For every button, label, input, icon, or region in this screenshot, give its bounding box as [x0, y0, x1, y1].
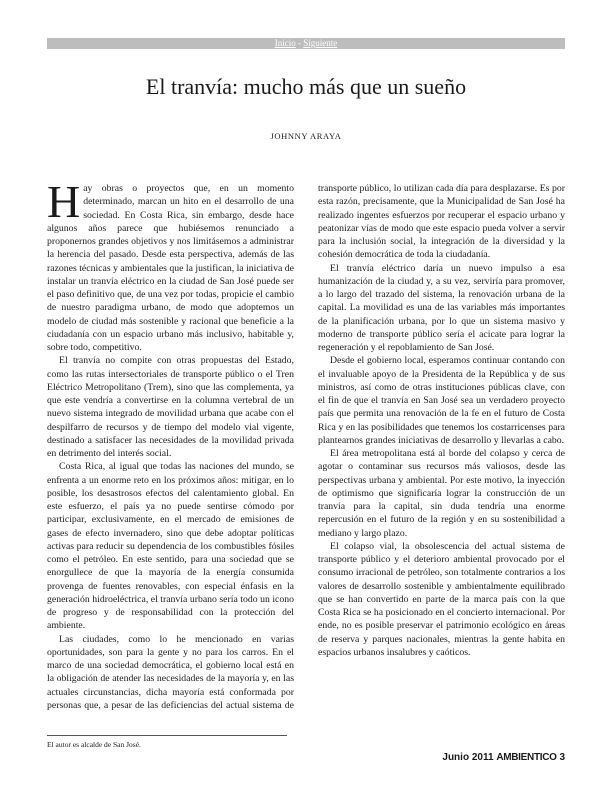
paragraph-1 [47, 176, 294, 354]
magazine-name: AMBIENTICO [496, 752, 557, 763]
issue-date: Junio 2011 [442, 752, 494, 763]
page-number: 3 [559, 752, 565, 763]
paragraph-6: Desde el gobierno local, esperamos continuar contando con el invaluable apoyo de la Presidenta de la República y de sus ministros, así como de otras instituciones públicas clave, con el fin de que el tranvía en San José sea un verdadero proyecto país que permita una renovación de la fe en el futuro de Costa Rica y en las posibilidades que tenemos los costarricenses para plantearnos grandes iniciativas de desarrollo y llevarlas a cabo. [318, 355, 565, 446]
article-title: El tranvía: mucho más que un sueño [145, 74, 467, 99]
article-author: JOHNNY ARAYA [270, 131, 342, 141]
drop-cap: H [47, 176, 81, 227]
paragraph-8: El colapso vial, la obsolescencia del actual sistema de transporte público y el deterioro ambiental provocado por el consumo irracional de petróleo, son totalmente contrarios a los valores de desarrollo sostenible y ambientalmente equilibrado que se han convertido en parte de la marca país con la que Costa Rica se ha posicionado en el concierto internacional. Por ende, no es posible preservar el patrimonio ecológico en áreas de reserva y parques nacionales, mientras la gente habita en espacios urbanos insalubres y caóticos. [318, 540, 565, 658]
paragraph-2: El tranvía no compite con otras propuestas del Estado, como las rutas intersectoriales de transporte público o el Tren Eléctrico Metropolitano (Trem), sino que las complementa, ya que este vendría a convertirse en la columna vertebral de un nuevo sistema integrado de movilidad urbana que acabe con el despilfarro de recursos y de tiempo del modelo vial vigente, destinado a satisfacer las necesidades de la movilidad privada en detrimento del interés social. [47, 355, 294, 459]
paragraph-7: El área metropolitana está al borde del colapso y cerca de agotar o contaminar sus recursos más valiosos, desde las perspectivas urbana y ambiental. Por este motivo, la inyección de optimismo que significaría lograr la construcción de un tranvía para la capital, sin duda tendría una enorme repercusión en el futuro de la región y en su sostenibilidad a mediano y largo plazo. [318, 448, 565, 539]
page-footer [442, 752, 565, 763]
author-footnote: El autor es alcalde de San José. [47, 740, 141, 749]
footnote-divider [47, 735, 287, 736]
siguiente-link[interactable]: Siguiente [303, 38, 338, 48]
nav-separator: - [295, 38, 304, 48]
paragraph-5: El tranvía eléctrico daría un nuevo impulso a esa humanización de la ciudad y, a su vez, serviría para promover, a lo largo del trazado del sistema, la renovación urbana de la capital. La movilidad es una de las variables más importantes de la planificación urbana, por lo que un sistema masivo y moderno de transporte público sería el acicate para lograr la regeneración y el repoblamiento de San José. [318, 262, 565, 353]
inicio-link[interactable]: Inicio [274, 38, 296, 48]
paragraph-1-text: ay obras o proyectos que, en un momento determinado, marcan un hito en el desarrollo de una sociedad. En Costa Rica, sin embargo, desde hace algunos años parece que hubiésemos renunciado a proponernos grandes objetivos y nos limitásemos a administrar la herencia del pasado. Desde esta perspectiva, además de las razones técnicas y ambientales que la justifican, la iniciativa de instalar un tranvía eléctrico en la ciudad de San José puede ser el paso definitivo que, de una vez por todas, propicie el cambio de nuestro paradigma urbano, de modo que adoptemos un modelo de ciudad más sostenible y racional que beneficie a la ciudadanía con un espacio urbano más inclusivo, habitable y, sobre todo, competitivo. [47, 183, 294, 353]
article-body [47, 176, 565, 722]
paragraph-4: Las ciudades, como lo he mencionado en varias oportunidades, son para la gente y no para los carros. En el marco de una sociedad democrática, el gobierno local está en la obligación de atender las necesidades de la mayoría y, en las actuales circunstancias, dicha mayoría está conformada por personas que, a pesar de las deficiencias del actual sistema de transporte público, lo utilizan cada día para desplazarse. Es por esta razón, precisamente, que la Municipalidad de San José ha realizado ingentes esfuerzos por recuperar el espacio urbano y peatonizar vías de modo que este espacio pueda volver a servir para la inclusión social, la integración de la diversidad y la cohesión democrática de toda la ciudadanía. [47, 183, 565, 711]
top-navigation-bar [47, 38, 565, 49]
paragraph-3: Costa Rica, al igual que todas las naciones del mundo, se enfrenta a un enorme reto en los próximos años: mitigar, en lo posible, los desastrosos efectos del calentamiento global. En este esfuerzo, el país ya no puede sentirse cómodo por participar, exclusivamente, en el mercado de emisiones de gases de efecto invernadero, sino que debe adoptar políticas activas para reducir su dependencia de los combustibles fósiles como el petróleo. En este sentido, para una sociedad que se enorgullece de que la mayoría de la energía consumida provenga de fuentes renovables, con especial énfasis en la generación hidroeléctrica, el tranvía urbano sería todo un icono de progreso y de responsabilidad con la protección del ambiente. [47, 461, 294, 632]
